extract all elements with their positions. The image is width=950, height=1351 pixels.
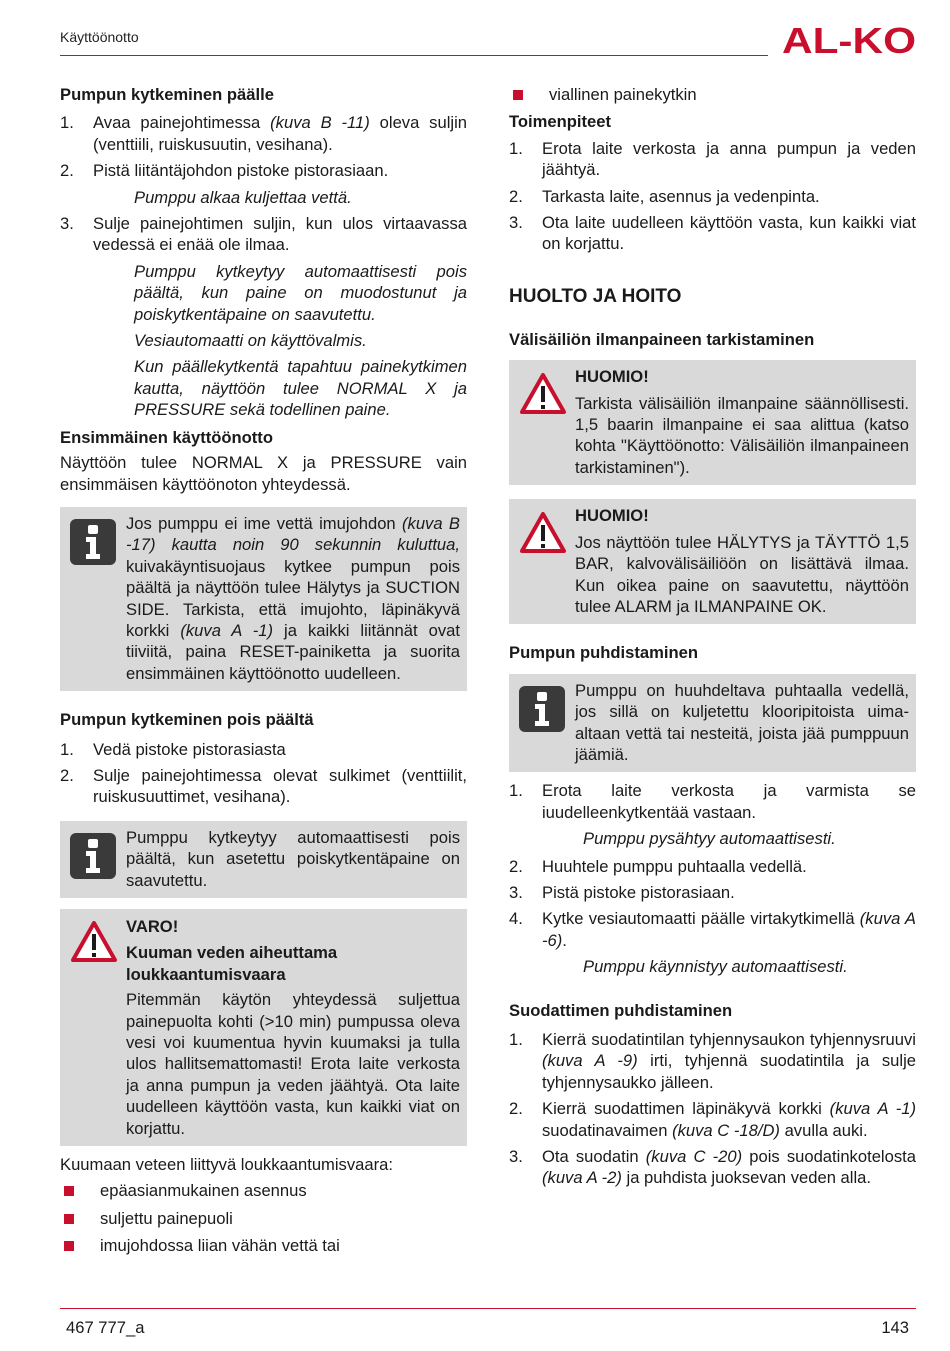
list-item: 1. Erota laite verkosta ja varmista se iuudelleenkytkentää vastaan.: [509, 781, 916, 822]
list-item: 1. Kierrä suodatintilan tyhjennysaukon tyhjennysruuvi (kuva A -9) irti, tyhjennä suodatintila ja sulje tyhjennysaukko jälleen.: [509, 1030, 916, 1092]
info-box: [60, 821, 467, 898]
warning-label: VARO!: [126, 917, 179, 936]
step-result: Pumppu pysähtyy automaattisesti.: [583, 829, 836, 849]
list-item: 2. Kierrä suodattimen läpinäkyvä korkki (kuva A -1) suodatinavaimen (kuva C -18/D) avulla auki.: [509, 1099, 916, 1140]
bullet-item: suljettu painepuoli: [60, 1208, 467, 1229]
section-heading: Välisäiliön ilmanpaineen tarkistaminen: [509, 329, 815, 349]
chapter-title: HUOLTO JA HOITO: [509, 285, 682, 307]
notice-label: HUOMIO!: [575, 506, 649, 526]
section-heading: Suodattimen puhdistaminen: [509, 1000, 733, 1020]
paragraph: Näyttöön tulee NORMAL X ja PRESSURE vain ensimmäisen käyttöönoton yhteydessä.: [60, 453, 467, 494]
warning-icon: [70, 920, 118, 964]
step-result: Vesiautomaatti on käyttövalmis.: [134, 331, 367, 351]
warning-icon: [519, 511, 567, 555]
list-item: 3. Ota suodatin (kuva C -20) pois suodatinkotelosta (kuva A -2) ja puhdista juoksevan veden alla.: [509, 1147, 916, 1188]
list-item: 1. Erota laite verkosta ja anna pumpun ja veden jäähtyä.: [509, 138, 916, 180]
hazard-intro: Kuumaan veteen liittyvä loukkaantumisvaara:: [60, 1155, 393, 1175]
info-text: Pumppu on huuhdeltava puhtaalla vedellä, jos sillä on kuljetettu klooripitoista uima-altaan vettä tai nesteitä, joista jää pumppuun jäämiä.: [575, 680, 909, 764]
footer-divider: [60, 1308, 916, 1309]
warning-text: Pitemmän käytön yhteydessä suljettua painepuolta kohti (>10 min) pumpussa oleva vesi voi kuumentua hyvin kuumaksi ja tulla ulos hallitsemattomasti! Erota laite verkosta ja anna pumpun ja veden jäähtyä. Ota laite uudelleen käyttöön vasta, kun kaikki viat on korjattu.: [126, 990, 460, 1138]
list-item: 3. Pistä pistoke pistorasiaan.: [509, 882, 735, 902]
notice-text: Tarkista välisäiliön ilmanpaine säännöllisesti. 1,5 baarin ilmanpaine ei saa alittua (katso kohta "Käyttöönotto: Välisäiliön ilmanpaineen tarkistaminen").: [575, 393, 909, 477]
info-text: Jos pumppu ei ime vettä imujohdon (kuva B -17) kautta noin 90 sekunnin kuluttua, kuivakäyntisuojaus kytkee pumpun pois päältä ja näyttöön tulee Hälytys ja SUCTION SIDE. Tarkista, että imujohto, läpinäkyvä korkki (kuva A -1) ja kaikki liitännät ovat tiiviitä, paina RESET-painiketta ja suorita ensimmäinen käyttöönotto uudelleen.: [126, 513, 460, 683]
step-result: Kun päällekytkentä tapahtuu painekytkimen kautta, näyttöön tulee NORMAL X ja PRESSURE sekä todellinen paine.: [134, 357, 467, 420]
info-icon: [70, 519, 116, 565]
left-column: [60, 84, 467, 1263]
section-heading: Toimenpiteet: [509, 112, 612, 132]
step-result: Pumppu kytkeytyy automaattisesti pois päältä, kun paine on muodostunut ja poiskytkentäpaine on saavutettu.: [134, 261, 467, 324]
section-heading: Pumpun puhdistaminen: [509, 643, 698, 663]
section-heading: Pumpun kytkeminen päälle: [60, 85, 274, 104]
bullet-icon: [513, 90, 523, 100]
bullet-item: imujohdossa liian vähän vettä tai: [60, 1235, 467, 1256]
notice-box: [509, 360, 916, 485]
step-result: Pumppu käynnistyy automaattisesti.: [583, 957, 848, 977]
list-item: 2. Huuhtele pumppu puhtaalla vedellä.: [509, 856, 807, 876]
warning-subtitle: Kuuman veden aiheuttama loukkaantumisvaara: [126, 943, 338, 984]
header-divider: [60, 55, 768, 56]
page-header-title: Käyttöönotto: [60, 29, 139, 45]
bullet-item: epäasianmukainen asennus: [60, 1180, 467, 1201]
right-column: [509, 84, 916, 1194]
svg-text:AL-KO: AL-KO: [782, 24, 916, 56]
section-heading: Pumpun kytkeminen pois päältä: [60, 710, 314, 730]
list-item: 4. Kytke vesiautomaatti päälle virtakytkimellä (kuva A -6).: [509, 909, 916, 950]
doc-number: 467 777_a: [66, 1318, 145, 1337]
bullet-icon: [64, 1186, 74, 1196]
list-item: 2. Pistä liitäntäjohdon pistoke pistorasiaan.: [60, 161, 389, 181]
bullet-icon: [64, 1241, 74, 1251]
list-item: 1. Avaa painejohtimessa (kuva B -11) oleva suljin (venttiili, ruiskusuutin, vesihana).: [60, 113, 467, 154]
bullet-icon: [64, 1214, 74, 1224]
info-box: [60, 507, 467, 691]
notice-box: [509, 499, 916, 624]
warning-icon: [519, 372, 567, 416]
list-item: 2. Sulje painejohtimessa olevat sulkimet (venttiilit, ruiskusuuttimet, vesihana).: [60, 765, 467, 807]
list-item: 3. Sulje painejohtimen suljin, kun ulos virtaavassa vedessä ei enää ole ilmaa.: [60, 214, 467, 255]
step-result: Pumppu alkaa kuljettaa vettä.: [134, 187, 352, 207]
list-item: 1. Vedä pistoke pistorasiasta: [60, 739, 286, 759]
warning-box: [60, 909, 467, 1146]
notice-label: HUOMIO!: [575, 367, 649, 387]
page-number: 143: [881, 1318, 909, 1337]
alko-logo: [782, 24, 916, 56]
info-icon: [519, 686, 565, 732]
bullet-item: viallinen painekytkin: [509, 84, 916, 105]
list-item: 2. Tarkasta laite, asennus ja vedenpinta.: [509, 186, 820, 206]
steps-list: [60, 112, 467, 420]
info-box: [509, 674, 916, 773]
info-icon: [70, 833, 116, 879]
notice-text: Jos näyttöön tulee HÄLYTYS ja TÄYTTÖ 1,5 BAR, kalvovälisäiliöön on lisättävä ilmaa. Kun oikea paine on saavutettu, näyttöön tulee ALARM ja ILMANPAINE OK.: [575, 532, 909, 616]
list-item: 3. Ota laite uudelleen käyttöön vasta, kun kaikki viat on korjattu.: [509, 213, 916, 254]
info-text: Pumppu kytkeytyy automaattisesti pois päältä, kun asetettu poiskytkentäpaine on saavutettu.: [126, 827, 460, 890]
hazard-list: [60, 1180, 467, 1256]
section-heading: Ensimmäinen käyttöönotto: [60, 427, 273, 447]
